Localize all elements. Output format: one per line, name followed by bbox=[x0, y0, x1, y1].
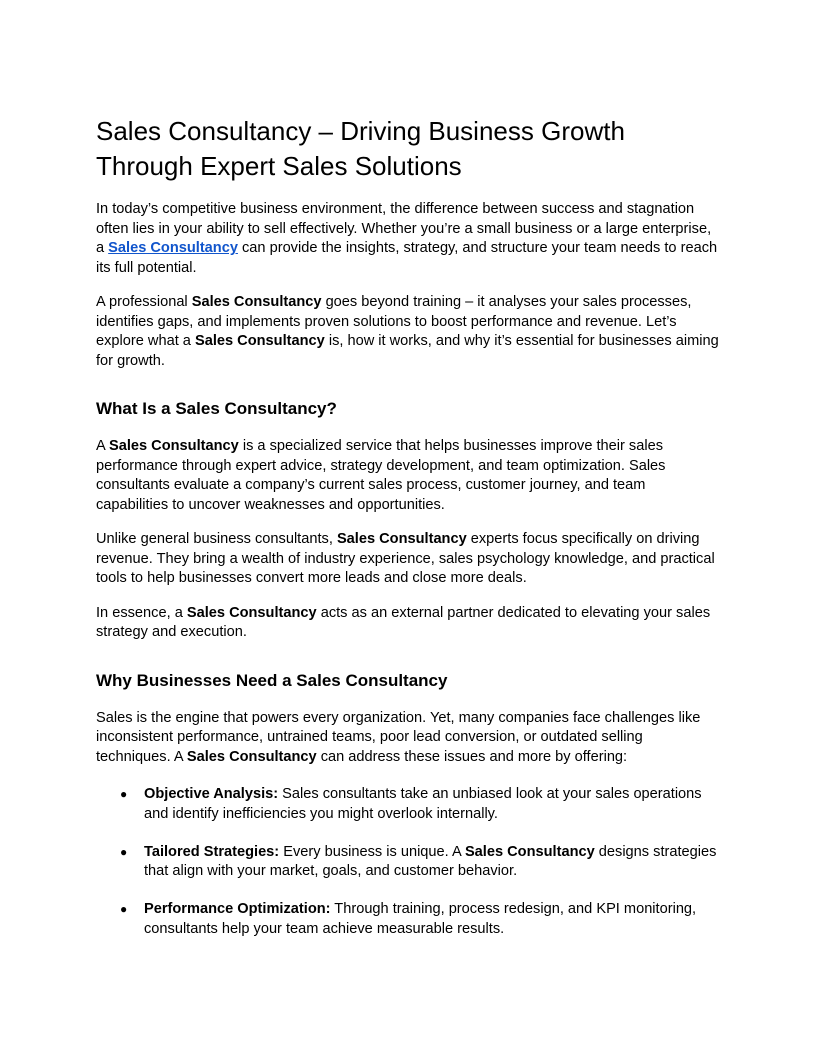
bullet-icon: ● bbox=[120, 787, 128, 801]
sales-consultancy-link[interactable]: Sales Consultancy bbox=[108, 240, 238, 256]
list-item-text-b: designs strategies that align with your market, goals, and customer behavior. bbox=[144, 843, 717, 879]
document-title: Sales Consultancy – Driving Business Growth Through Expert Sales Solutions bbox=[96, 116, 625, 181]
list-item-text: Through training, process redesign, and KPI monitoring, consultants help your team achieve measurable results. bbox=[144, 901, 697, 937]
list-item bbox=[120, 785, 720, 824]
s2-p1-bold: Sales Consultancy bbox=[186, 748, 317, 765]
s1-p3-text-a: In essence, a bbox=[96, 604, 187, 621]
section1-paragraph-3 bbox=[96, 604, 720, 643]
intro-p1-text-b: can provide the insights, strategy, and structure your team needs to reach its full potential. bbox=[96, 240, 718, 276]
list-item-text: Sales consultants take an unbiased look at your sales operations and identify inefficiencies you might overlook internally. bbox=[144, 786, 702, 822]
s1-p3-text-c: acts as an external partner dedicated to elevating your sales strategy and execution. bbox=[96, 604, 711, 640]
benefits-list bbox=[96, 785, 720, 939]
intro-p1-text-a: In today’s competitive business environment, the difference between success and stagnation often lies in your ability to sell effectively. Whether you’re a small business or a large enterprise, a bbox=[96, 201, 712, 256]
s1-p2-bold: Sales Consultancy bbox=[336, 531, 467, 547]
bullet-icon: ● bbox=[120, 902, 128, 916]
intro-p2-bold-2: Sales Consultancy bbox=[194, 333, 325, 349]
section-heading-what-is: What Is a Sales Consultancy? bbox=[96, 399, 337, 418]
list-item bbox=[120, 900, 720, 939]
section-heading-why-need: Why Businesses Need a Sales Consultancy bbox=[96, 670, 448, 690]
list-item bbox=[120, 843, 720, 882]
s1-p2-text-c: experts focus specifically on driving revenue. They bring a wealth of industry experience, sales psychology knowledge, and practical tools to help businesses convert more leads and close more deals. bbox=[96, 531, 715, 586]
intro-paragraph-2 bbox=[96, 293, 720, 371]
s2-p1-text-c: can address these issues and more by offering: bbox=[316, 748, 628, 765]
s2-p1-text-a: Sales is the engine that powers every organization. Yet, many companies face challenges like inconsistent performance, untrained teams, poor lead conversion, or outdated selling techniques. A bbox=[96, 709, 701, 765]
list-item-bold-inline: Sales Consultancy bbox=[464, 843, 595, 860]
intro-p2-text-c: goes beyond training – it analyses your sales processes, identifies gaps, and implements proven solutions to boost performance and revenue. Let’s explore what a bbox=[96, 294, 692, 349]
s1-p1-text-c: is a specialized service that helps businesses improve their sales performance through expert advice, strategy development, and team optimization. Sales consultants evaluate a company’s current sales process, customer journey, and team capabilities to uncover weaknesses and opportunities. bbox=[96, 438, 666, 513]
s1-p2-text-a: Unlike general business consultants, bbox=[96, 531, 337, 547]
list-item-label: Performance Optimization: bbox=[144, 901, 331, 917]
list-item-text: Every business is unique. A bbox=[279, 843, 465, 860]
intro-p2-text-a: A professional bbox=[96, 294, 192, 310]
section1-paragraph-2 bbox=[96, 530, 720, 589]
section2-paragraph-1 bbox=[96, 709, 720, 768]
intro-p2-bold-1: Sales Consultancy bbox=[191, 294, 322, 310]
list-item-label: Tailored Strategies: bbox=[144, 843, 280, 860]
list-item-label: Objective Analysis: bbox=[144, 786, 279, 802]
bullet-icon: ● bbox=[120, 844, 128, 859]
intro-p2-text-d: is, how it works, and why it’s essential for businesses aiming for growth. bbox=[96, 333, 719, 369]
intro-paragraph-1 bbox=[96, 200, 720, 278]
s1-p1-bold: Sales Consultancy bbox=[108, 438, 239, 454]
section1-paragraph-1 bbox=[96, 437, 720, 515]
s1-p1-text-a: A bbox=[96, 438, 109, 454]
s1-p3-bold: Sales Consultancy bbox=[186, 604, 317, 621]
